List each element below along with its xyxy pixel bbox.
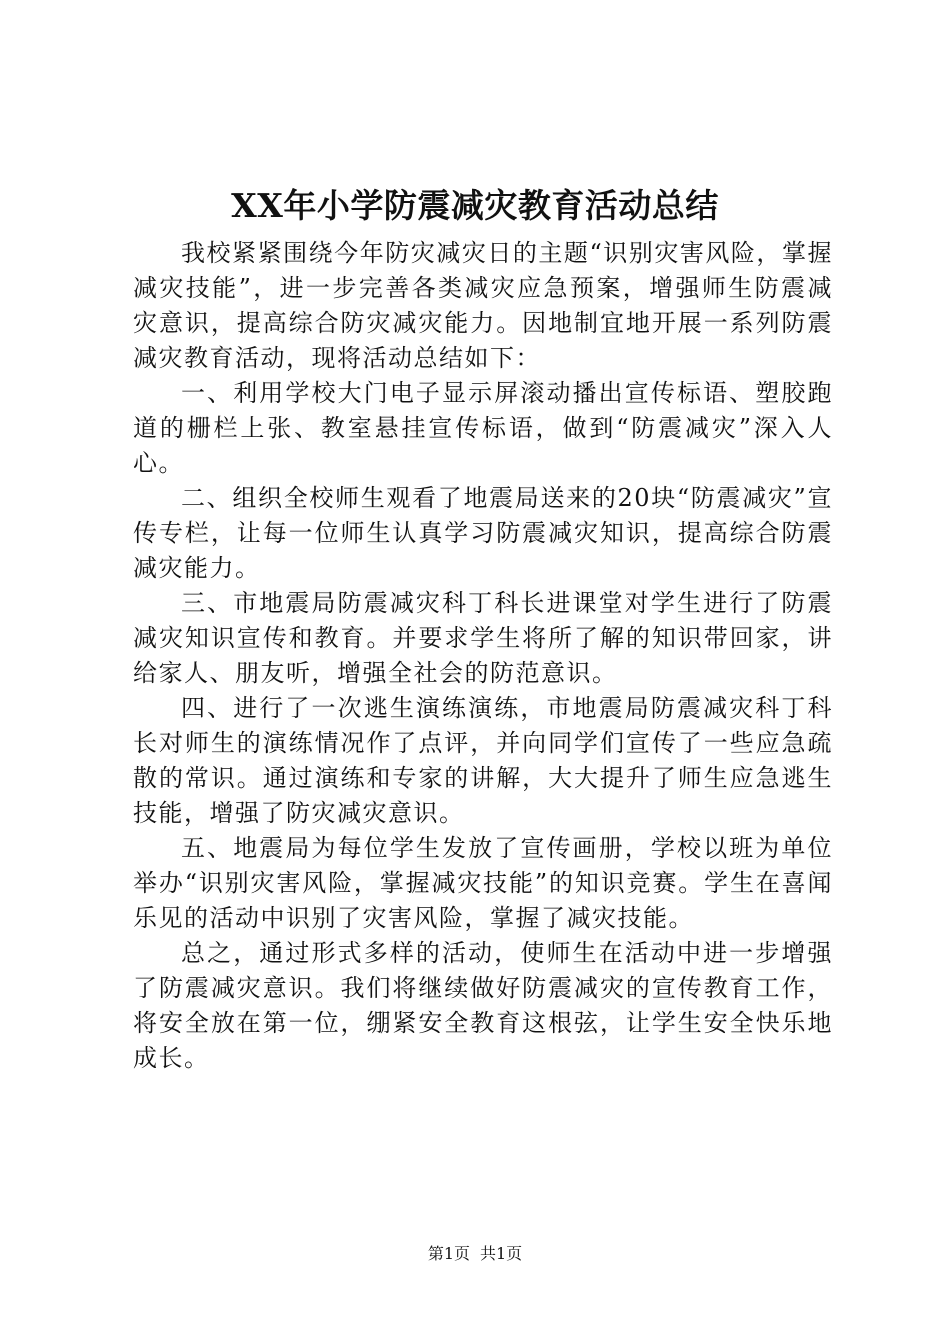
paragraph-conclusion: 总之，通过形式多样的活动，使师生在活动中进一步增强了防震减灾意识。我们将继续做好防震减灾的宣传教育工作，将安全放在第一位，绷紧安全教育这根弦，让学生安全快乐地成长。 xyxy=(133,939,833,1072)
paragraph-item-5: 五、地震局为每位学生发放了宣传画册，学校以班为单位举办“识别灾害风险，掌握减灾技能”的知识竞赛。学生在喜闻乐见的活动中识别了灾害风险，掌握了减灾技能。 xyxy=(133,834,833,932)
paragraph-item-1: 一、利用学校大门电子显示屏滚动播出宣传标语、塑胶跑道的栅栏上张、教室悬挂宣传标语，做到“防震减灾”深入人心。 xyxy=(133,379,833,477)
paragraph-item-2: 二、组织全校师生观看了地震局送来的20块“防震减灾”宣传专栏，让每一位师生认真学习防震减灾知识，提高综合防震减灾能力。 xyxy=(133,484,833,582)
page-footer xyxy=(0,1244,950,1264)
page-total: 共1页 xyxy=(480,1244,523,1263)
document-body xyxy=(133,236,833,1076)
page-number: 第1页 xyxy=(427,1244,470,1263)
paragraph-intro: 我校紧紧围绕今年防灾减灾日的主题“识别灾害风险，掌握减灾技能”，进一步完善各类减灾应急预案，增强师生防震减灾意识，提高综合防灾减灾能力。因地制宜地开展一系列防震减灾教育活动，现将活动总结如下： xyxy=(133,239,833,372)
paragraph-item-4: 四、进行了一次逃生演练演练，市地震局防震减灾科丁科长对师生的演练情况作了点评，并向同学们宣传了一些应急疏散的常识。通过演练和专家的讲解，大大提升了师生应急逃生技能，增强了防灾减灾意识。 xyxy=(133,694,833,827)
paragraph-item-3: 三、市地震局防震减灾科丁科长进课堂对学生进行了防震减灾知识宣传和教育。并要求学生将所了解的知识带回家，讲给家人、朋友听，增强全社会的防范意识。 xyxy=(133,589,833,687)
document-title: XX年小学防震减灾教育活动总结 xyxy=(231,186,719,225)
